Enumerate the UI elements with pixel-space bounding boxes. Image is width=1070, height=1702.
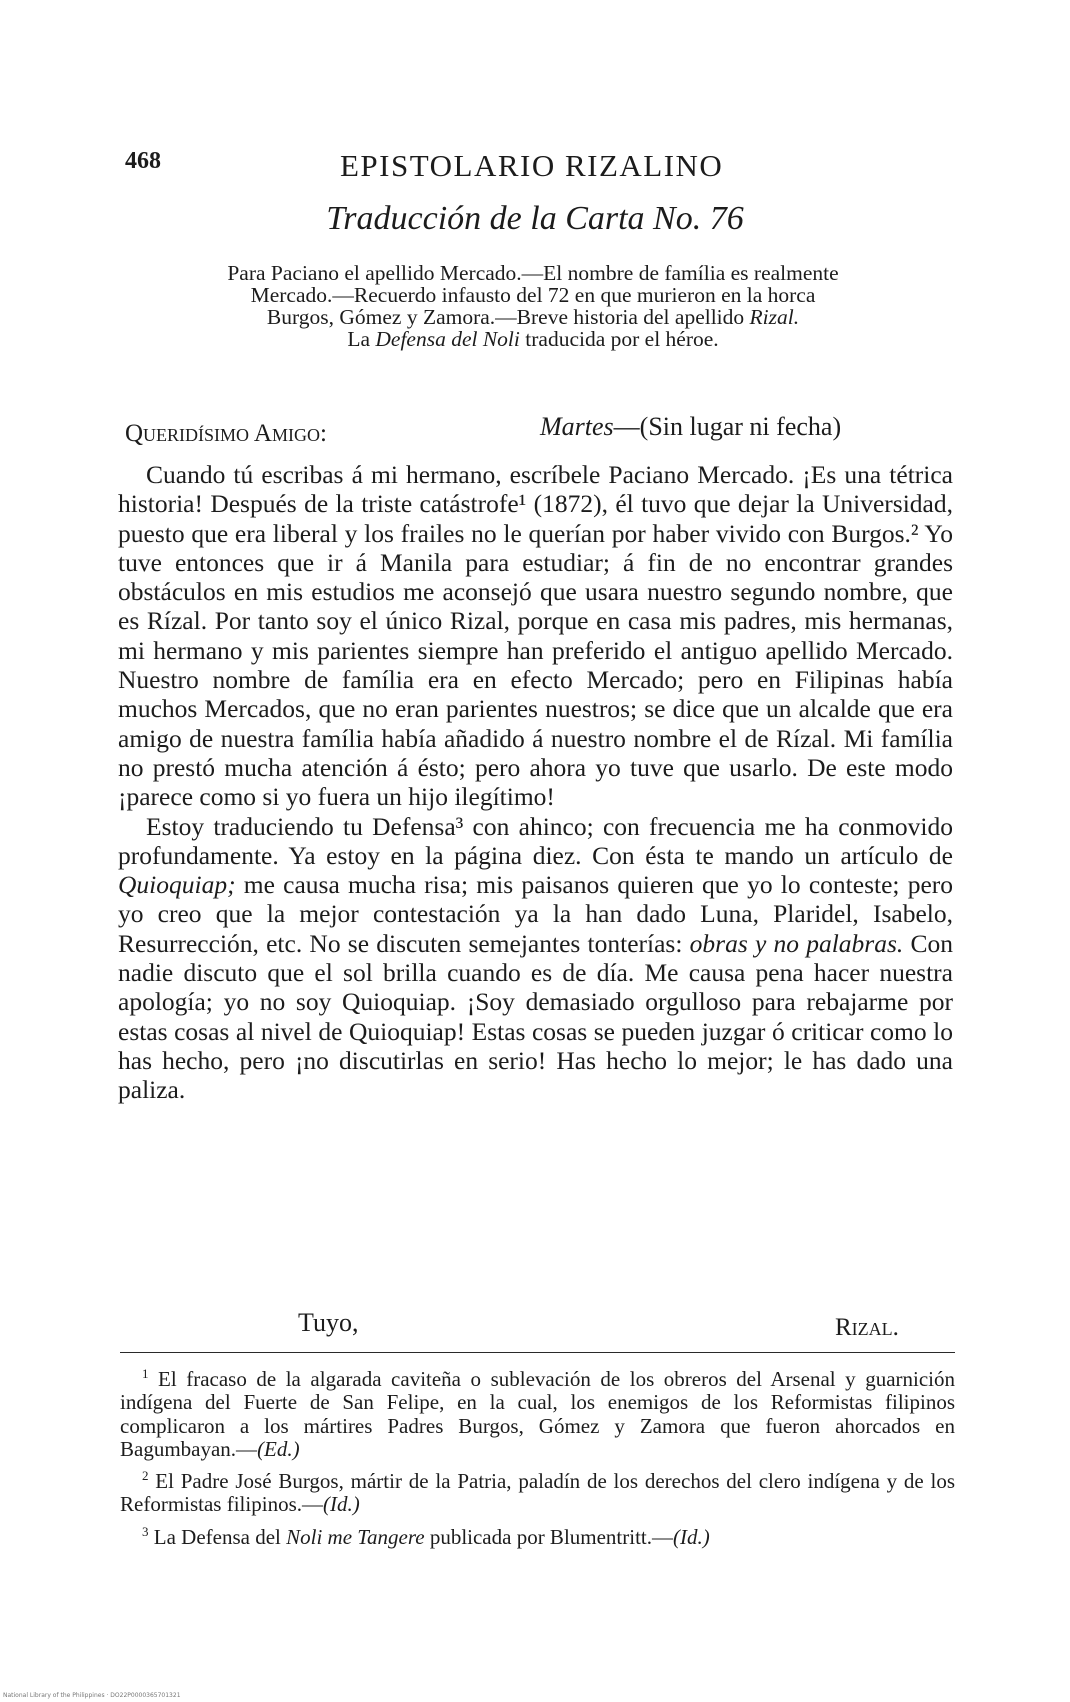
footnote-marker: 2 <box>142 1468 149 1484</box>
summary-line-prefix: La <box>347 327 370 351</box>
footnote-text: El Padre José Burgos, mártir de la Patria, paladín de los derechos del clero indígena y de los Reformistas filipinos.— <box>120 1469 956 1517</box>
closing: Tuyo, <box>298 1308 359 1337</box>
summary-line-text: traducida por el héroe. <box>525 327 719 351</box>
p2-italic: Quioquiap; <box>118 870 236 900</box>
summary-italic: Defensa del Noli <box>375 327 520 351</box>
letter-body <box>118 460 953 1105</box>
summary-line-text: Burgos, Gómez y Zamora.—Breve historia del apellido <box>266 305 745 329</box>
signature: Rizal. <box>835 1314 899 1341</box>
footnote-ref: (Id.) <box>673 1524 710 1549</box>
footnote-italic: Noli me Tangere <box>286 1524 425 1549</box>
p2-text: me causa mucha risa; mis paisanos quieren que yo lo conteste; pero yo creo que la mejor contestación ya la han dado Luna, Plaridel, Isabelo, Resurrección, etc. No se discuten semejantes tonterías: <box>118 870 954 958</box>
summary-line: Mercado.—Recuerdo infausto del 72 en que murieron en la horca <box>250 283 816 307</box>
summary-line <box>118 306 948 328</box>
footnotes <box>120 1362 955 1552</box>
footnote-marker: 1 <box>142 1366 149 1381</box>
footnote-2 <box>120 1464 955 1517</box>
footnote-divider <box>120 1352 955 1353</box>
letter-title: Traducción de la Carta No. 76 <box>326 200 744 237</box>
page-number: 468 <box>125 148 161 174</box>
footnote-text: publicada por Blumentritt.— <box>429 1524 674 1549</box>
paragraph-2 <box>118 812 953 1105</box>
summary-line: Para Paciano el apellido Mercado.—El nombre de família es realmente <box>227 261 839 285</box>
footnote-3 <box>120 1520 955 1549</box>
footnote-ref: (Ed.) <box>257 1436 300 1461</box>
date-weekday: Martes <box>540 412 614 441</box>
footnote-marker: 3 <box>142 1523 149 1539</box>
running-title: EPISTOLARIO RIZALINO <box>340 148 724 183</box>
footnote-text: El fracaso de la algarada caviteña o sublevación de los obreros del Arsenal y guarnición indígena del Fuerte de San Felipe, en la cual, los enemigos de los Reformistas filipinos complicaron a los mártires Padres Burgos, Gómez y Zamora que fueron ahorcados en Bagumbayan.— <box>120 1367 955 1461</box>
summary-italic: Rizal. <box>749 305 800 329</box>
footnote-ref: (Id.) <box>323 1492 360 1517</box>
dateline <box>540 412 841 442</box>
salutation: Queridísimo Amigo: <box>125 420 327 447</box>
footnote-text: La Defensa del <box>153 1524 281 1549</box>
date-rest: —(Sin lugar ni fecha) <box>613 412 842 441</box>
p2-text: Estoy traduciendo tu Defensa³ con ahinco; con frecuencia me ha conmovido profundamente. Ya estoy en la página diez. Con ésta te mando un artículo de <box>118 811 953 870</box>
page-header <box>125 148 975 188</box>
letter-summary <box>118 262 948 350</box>
scan-credit: National Library of the Philippines · DO22P0000365701321 <box>3 1692 181 1699</box>
p2-italic: obras y no palabras. <box>689 928 904 958</box>
footnote-1 <box>120 1362 955 1461</box>
paragraph-1: Cuando tú escribas á mi hermano, escríbele Paciano Mercado. ¡Es una tétrica historia! Después de la triste catástrofe¹ (1872), él tuvo que dejar la Universidad, puesto que era liberal y los frailes no le querían por haber vivido con Burgos.² Yo tuve entonces que ir á Manila para estudiar; á fin de no encontrar grandes obstáculos en mis estudios me aconsejó que usara nuestro segundo nombre, que es Rízal. Por tanto soy el único Rizal, porque en casa mis padres, mis hermanas, mi hermano y mis parientes siempre han preferido el antiguo apellido Mercado. Nuestro nombre de família era en efecto Mercado; pero en Filipinas había muchos Mercados, que no eran parientes nuestros; se dice que un alcalde que era amigo de nuestra família había añadido á nuestro nombre el de Rízal. Mi família no prestó mucha atención á ésto; pero ahora yo tuve que usarlo. De este modo ¡parece como si yo fuera un hijo ilegítimo! <box>118 460 953 812</box>
summary-line <box>118 328 948 350</box>
p2-text: Con nadie discuto que el sol brilla cuando es de día. Me causa pena hacer nuestra apología; yo no soy Quioquiap. ¡Soy demasiado orgulloso para rebajarme por estas cosas al nivel de Quioquiap! Estas cosas se pueden juzgar ó criticar como lo has hecho, pero ¡no discutirlas en serio! Has hecho lo mejor; le has dado una paliza. <box>118 928 954 1105</box>
